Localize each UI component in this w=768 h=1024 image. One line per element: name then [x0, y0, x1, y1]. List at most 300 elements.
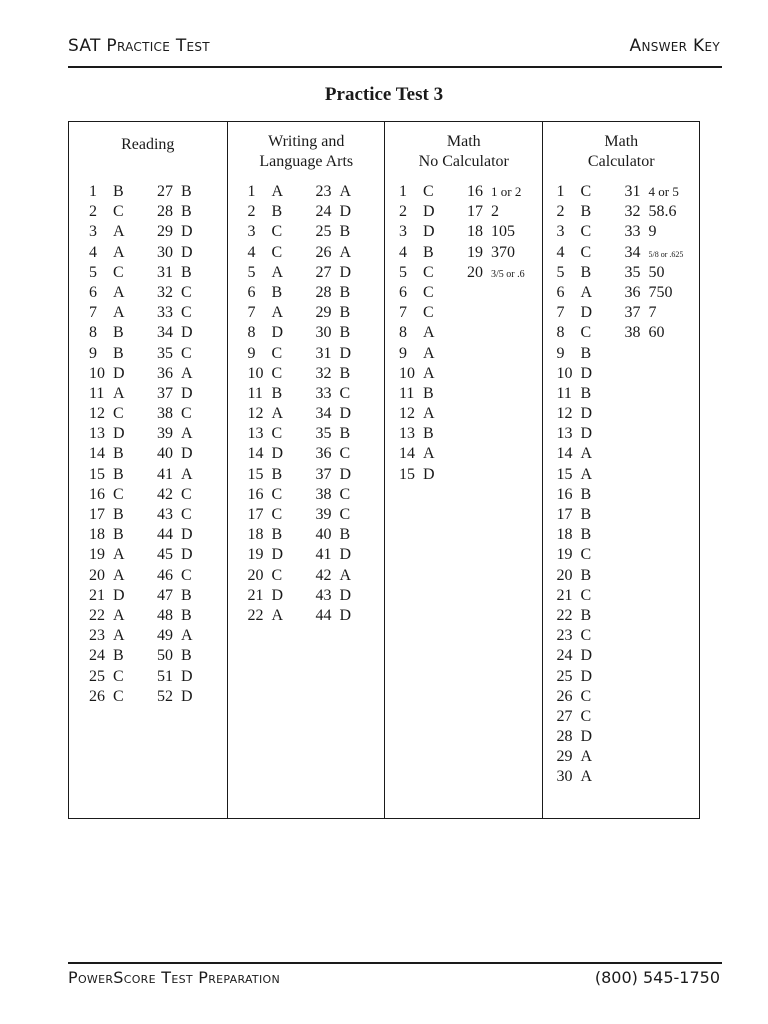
- answer-value: C: [580, 627, 592, 645]
- question-number: 31: [315, 344, 332, 362]
- question-number: 19: [247, 546, 264, 564]
- answer-value: D: [423, 223, 435, 241]
- answer-row: [399, 444, 435, 464]
- answer-value: B: [339, 526, 351, 544]
- question-number: 36: [624, 283, 641, 301]
- answer-row: [316, 545, 352, 565]
- question-number: 10: [399, 364, 415, 382]
- question-number: 13: [556, 425, 573, 443]
- answer-row: [316, 424, 352, 444]
- answer-value: B: [580, 344, 592, 362]
- answer-row: [157, 444, 193, 464]
- answer-value: D: [580, 647, 593, 665]
- answer-value: C: [181, 485, 192, 503]
- question-number: 15: [556, 465, 573, 483]
- answer-row: [89, 404, 125, 424]
- question-number: 14: [556, 445, 573, 463]
- answer-value: C: [580, 707, 592, 725]
- answer-row: [248, 525, 284, 545]
- answer-row: [557, 545, 593, 565]
- answer-row: [89, 344, 125, 364]
- answer-row: [89, 646, 125, 666]
- question-number: 11: [556, 384, 572, 402]
- question-number: 17: [247, 506, 264, 523]
- question-number: 33: [624, 223, 641, 241]
- answer-value: C: [181, 304, 192, 322]
- answer-value: D: [113, 425, 125, 443]
- answer-value: B: [580, 203, 592, 221]
- question-number: 21: [89, 586, 105, 604]
- question-number: 37: [624, 304, 641, 322]
- answer-value: D: [339, 606, 352, 624]
- question-number: 6: [247, 283, 256, 301]
- answer-value: D: [181, 687, 193, 705]
- answer-value: D: [181, 526, 193, 544]
- answer-row: [557, 404, 593, 424]
- question-number: 14: [247, 445, 264, 463]
- answer-value: C: [113, 405, 124, 423]
- answer-value: C: [580, 243, 592, 261]
- answer-row: [399, 222, 435, 242]
- answer-row: [399, 364, 435, 384]
- question-number: 4: [247, 243, 256, 261]
- answer-value: C: [580, 546, 592, 564]
- answer-row: [316, 222, 352, 242]
- answer-row: [399, 344, 435, 364]
- answer-row: [89, 243, 125, 263]
- answer-value: 50: [648, 263, 665, 281]
- answer-value: C: [271, 344, 283, 362]
- answer-value: D: [580, 728, 593, 746]
- answer-value: A: [423, 364, 435, 382]
- answer-row: [467, 243, 525, 263]
- question-number: 25: [315, 223, 332, 241]
- answer-value: D: [339, 405, 352, 423]
- answer-value: C: [113, 485, 124, 503]
- answer-row: [557, 485, 593, 505]
- answer-row: [557, 384, 593, 404]
- question-number: 6: [556, 283, 565, 301]
- answer-row: [316, 404, 352, 424]
- question-number: 40: [157, 445, 173, 463]
- answer-row: [557, 444, 593, 464]
- answer-value: C: [271, 425, 283, 443]
- section-math-calculator: [542, 122, 701, 818]
- answer-row: [157, 687, 193, 707]
- answer-value: 5/8 or .625: [648, 249, 684, 259]
- answer-value: A: [181, 465, 193, 483]
- answer-row: [248, 606, 284, 626]
- answer-value: B: [181, 183, 192, 200]
- question-number: 19: [467, 243, 483, 261]
- answer-row: [157, 404, 193, 424]
- answer-row: [89, 606, 125, 626]
- answer-list-left: [557, 182, 593, 788]
- answer-value: C: [271, 485, 283, 503]
- question-number: 41: [157, 465, 173, 483]
- answer-list-right: [467, 182, 525, 283]
- question-number: 29: [315, 304, 332, 322]
- answer-row: [157, 505, 193, 525]
- answer-row: [157, 323, 193, 343]
- answer-value: D: [339, 546, 352, 564]
- answer-row: [399, 404, 435, 424]
- answer-row: [557, 283, 593, 303]
- answer-row: [89, 465, 125, 485]
- answer-row: [248, 283, 284, 303]
- section-heading-line2: Language Arts: [259, 153, 354, 170]
- answer-row: [89, 182, 125, 202]
- answer-row: [557, 586, 593, 606]
- question-number: 30: [556, 768, 573, 786]
- answer-value: C: [423, 283, 434, 301]
- section-heading: [69, 130, 227, 174]
- answer-value: A: [113, 283, 125, 301]
- question-number: 12: [399, 405, 415, 423]
- question-number: 9: [89, 344, 97, 362]
- question-number: 27: [157, 183, 173, 200]
- question-number: 38: [157, 405, 173, 423]
- answer-list-left: [89, 182, 125, 707]
- question-number: 51: [157, 667, 173, 685]
- answer-value: B: [580, 485, 592, 503]
- answer-value: D: [181, 667, 193, 685]
- answer-row: [399, 424, 435, 444]
- question-number: 34: [624, 243, 641, 261]
- answer-row: [625, 182, 684, 202]
- answer-row: [557, 727, 593, 747]
- answer-row: [157, 667, 193, 687]
- question-number: 26: [89, 687, 105, 705]
- answer-row: [248, 182, 284, 202]
- answer-row: [399, 303, 435, 323]
- answer-value: C: [113, 687, 124, 705]
- answer-row: [316, 364, 352, 384]
- answer-row: [316, 283, 352, 303]
- answer-row: [157, 243, 193, 263]
- answer-value: B: [271, 526, 283, 544]
- question-number: 1: [399, 183, 407, 200]
- answer-row: [157, 364, 193, 384]
- answer-value: A: [580, 445, 593, 463]
- answer-row: [557, 707, 593, 727]
- question-number: 2: [89, 203, 97, 221]
- answer-value: B: [580, 566, 592, 584]
- answer-value: A: [580, 768, 593, 786]
- answer-value: B: [423, 243, 434, 261]
- question-number: 41: [315, 546, 332, 564]
- answer-row: [557, 424, 593, 444]
- answer-value: C: [181, 344, 192, 362]
- answer-value: B: [580, 384, 592, 402]
- answer-row: [399, 323, 435, 343]
- answer-row: [248, 202, 284, 222]
- answer-row: [557, 465, 593, 485]
- question-number: 15: [89, 465, 105, 483]
- question-number: 22: [247, 606, 264, 624]
- answer-value: D: [181, 384, 193, 402]
- answer-value: 7: [648, 304, 657, 322]
- answer-row: [316, 606, 352, 626]
- section-writing: [227, 122, 386, 818]
- answer-value: 750: [648, 283, 673, 301]
- answer-row: [316, 263, 352, 283]
- answer-row: [467, 263, 525, 283]
- answer-row: [248, 243, 284, 263]
- question-number: 3: [89, 223, 97, 241]
- answer-row: [557, 667, 593, 687]
- answer-row: [316, 303, 352, 323]
- question-number: 1: [89, 183, 97, 200]
- answer-row: [399, 243, 435, 263]
- answer-row: [625, 202, 684, 222]
- answer-row: [89, 323, 125, 343]
- answer-value: A: [580, 283, 593, 301]
- section-heading-line2: Reading: [121, 136, 175, 153]
- question-number: 44: [315, 606, 332, 624]
- answer-row: [625, 243, 684, 263]
- answer-row: [557, 646, 593, 666]
- answer-row: [557, 222, 593, 242]
- answer-value: A: [113, 384, 125, 402]
- question-number: 24: [556, 647, 573, 665]
- answer-row: [89, 444, 125, 464]
- answer-row: [157, 303, 193, 323]
- question-number: 12: [556, 405, 573, 423]
- question-number: 20: [89, 566, 105, 584]
- footer-company: PowerScore Test Preparation: [68, 968, 280, 987]
- answer-value: C: [181, 405, 192, 423]
- question-number: 13: [247, 425, 264, 443]
- answer-value: 4 or 5: [648, 184, 679, 199]
- answer-row: [399, 182, 435, 202]
- answer-row: [248, 566, 284, 586]
- answer-row: [557, 505, 593, 525]
- answer-value: C: [271, 243, 283, 261]
- question-number: 28: [556, 728, 573, 746]
- answer-row: [557, 687, 593, 707]
- answer-row: [89, 384, 125, 404]
- answer-row: [89, 424, 125, 444]
- question-number: 17: [556, 506, 573, 523]
- answer-value: A: [423, 344, 435, 362]
- question-number: 7: [247, 304, 256, 322]
- question-number: 35: [157, 344, 173, 362]
- answer-value: A: [580, 465, 593, 483]
- question-number: 27: [556, 707, 573, 725]
- answer-value: B: [339, 324, 351, 342]
- answer-row: [157, 424, 193, 444]
- answer-value: 1 or 2: [491, 184, 522, 199]
- question-number: 8: [89, 324, 97, 342]
- answer-value: B: [423, 384, 434, 402]
- question-number: 40: [315, 526, 332, 544]
- answer-value: C: [181, 283, 192, 301]
- question-number: 1: [556, 183, 565, 200]
- question-number: 45: [157, 546, 173, 564]
- answer-row: [89, 626, 125, 646]
- answer-value: D: [580, 405, 593, 423]
- section-heading: [543, 130, 701, 174]
- answer-row: [399, 283, 435, 303]
- answer-value: B: [181, 586, 192, 604]
- question-number: 30: [315, 324, 332, 342]
- answer-value: B: [339, 223, 351, 241]
- question-number: 50: [157, 647, 173, 665]
- answer-value: D: [271, 546, 284, 564]
- answer-row: [157, 566, 193, 586]
- answer-value: D: [423, 203, 435, 221]
- question-number: 44: [157, 526, 173, 544]
- answer-value: 3/5 or .6: [491, 268, 525, 280]
- answer-row: [89, 303, 125, 323]
- answer-table: [68, 121, 700, 819]
- answer-value: D: [339, 344, 352, 362]
- answer-row: [89, 667, 125, 687]
- answer-row: [625, 303, 684, 323]
- question-number: 4: [399, 243, 407, 261]
- section-heading: [228, 130, 386, 174]
- answer-row: [316, 384, 352, 404]
- question-number: 10: [247, 364, 264, 382]
- question-number: 43: [315, 586, 332, 604]
- question-number: 38: [315, 485, 332, 503]
- answer-value: B: [181, 606, 192, 624]
- answer-value: D: [580, 667, 593, 685]
- answer-row: [157, 545, 193, 565]
- footer-rule: [68, 962, 722, 964]
- answer-value: B: [339, 425, 351, 443]
- answer-row: [399, 202, 435, 222]
- question-number: 4: [89, 243, 97, 261]
- answer-row: [625, 263, 684, 283]
- answer-row: [557, 606, 593, 626]
- page-title: Practice Test 3: [324, 84, 444, 105]
- answer-value: A: [113, 546, 125, 564]
- answer-row: [248, 404, 284, 424]
- answer-list-left: [399, 182, 435, 485]
- question-number: 24: [89, 647, 105, 665]
- answer-row: [89, 202, 125, 222]
- answer-value: A: [271, 304, 284, 322]
- section-heading-line1: Math: [446, 133, 481, 150]
- question-number: 13: [89, 425, 105, 443]
- answer-value: A: [113, 606, 125, 624]
- answer-row: [157, 465, 193, 485]
- answer-row: [157, 606, 193, 626]
- answer-row: [316, 465, 352, 485]
- answer-value: C: [181, 506, 192, 523]
- question-number: 16: [467, 183, 483, 200]
- answer-row: [557, 364, 593, 384]
- answer-list-left: [248, 182, 284, 626]
- question-number: 8: [247, 324, 256, 342]
- answer-row: [157, 626, 193, 646]
- answer-value: B: [181, 263, 192, 281]
- answer-value: A: [339, 243, 352, 261]
- question-number: 12: [247, 405, 264, 423]
- question-number: 25: [89, 667, 105, 685]
- answer-row: [557, 344, 593, 364]
- question-number: 10: [89, 364, 105, 382]
- question-number: 31: [624, 183, 641, 200]
- question-number: 18: [247, 526, 264, 544]
- answer-value: A: [113, 223, 125, 241]
- answer-row: [467, 222, 525, 242]
- answer-value: C: [113, 203, 124, 221]
- page-footer: [68, 968, 720, 992]
- answer-row: [89, 566, 125, 586]
- answer-row: [557, 303, 593, 323]
- answer-row: [625, 283, 684, 303]
- answer-row: [248, 545, 284, 565]
- question-number: 22: [89, 606, 105, 624]
- answer-value: D: [181, 243, 193, 261]
- question-number: 32: [624, 203, 641, 221]
- answer-row: [89, 586, 125, 606]
- question-number: 23: [556, 627, 573, 645]
- answer-row: [316, 505, 352, 525]
- question-number: 8: [399, 324, 407, 342]
- question-number: 26: [556, 687, 573, 705]
- question-number: 15: [399, 465, 415, 483]
- question-number: 21: [556, 586, 573, 604]
- question-number: 9: [556, 344, 565, 362]
- answer-value: D: [339, 465, 352, 483]
- answer-value: B: [113, 506, 124, 523]
- question-number: 24: [315, 203, 332, 221]
- question-number: 29: [556, 748, 573, 766]
- answer-row: [316, 525, 352, 545]
- answer-row: [89, 263, 125, 283]
- question-number: 38: [624, 324, 641, 342]
- question-number: 20: [556, 566, 573, 584]
- answer-row: [248, 465, 284, 485]
- question-number: 17: [467, 203, 483, 221]
- answer-value: 58.6: [648, 203, 677, 221]
- answer-value: A: [113, 243, 125, 261]
- answer-row: [89, 525, 125, 545]
- answer-value: D: [339, 586, 352, 604]
- question-number: 37: [315, 465, 332, 483]
- page-header: [68, 36, 720, 60]
- answer-row: [248, 505, 284, 525]
- answer-value: C: [423, 183, 434, 200]
- question-number: 20: [247, 566, 264, 584]
- answer-value: B: [423, 425, 434, 443]
- question-number: 35: [315, 425, 332, 443]
- answer-value: C: [423, 263, 434, 281]
- answer-row: [157, 182, 193, 202]
- question-number: 18: [556, 526, 573, 544]
- answer-value: B: [113, 324, 124, 342]
- answer-value: B: [339, 304, 351, 322]
- question-number: 3: [247, 223, 256, 241]
- answer-row: [157, 485, 193, 505]
- answer-row: [557, 525, 593, 545]
- answer-value: A: [113, 566, 125, 584]
- question-number: 49: [157, 627, 173, 645]
- answer-value: B: [181, 203, 192, 221]
- answer-row: [557, 182, 593, 202]
- answer-value: C: [339, 506, 351, 523]
- answer-value: B: [113, 183, 124, 200]
- answer-value: A: [339, 566, 352, 584]
- answer-value: B: [580, 526, 592, 544]
- answer-row: [557, 263, 593, 283]
- answer-row: [399, 384, 435, 404]
- answer-row: [248, 263, 284, 283]
